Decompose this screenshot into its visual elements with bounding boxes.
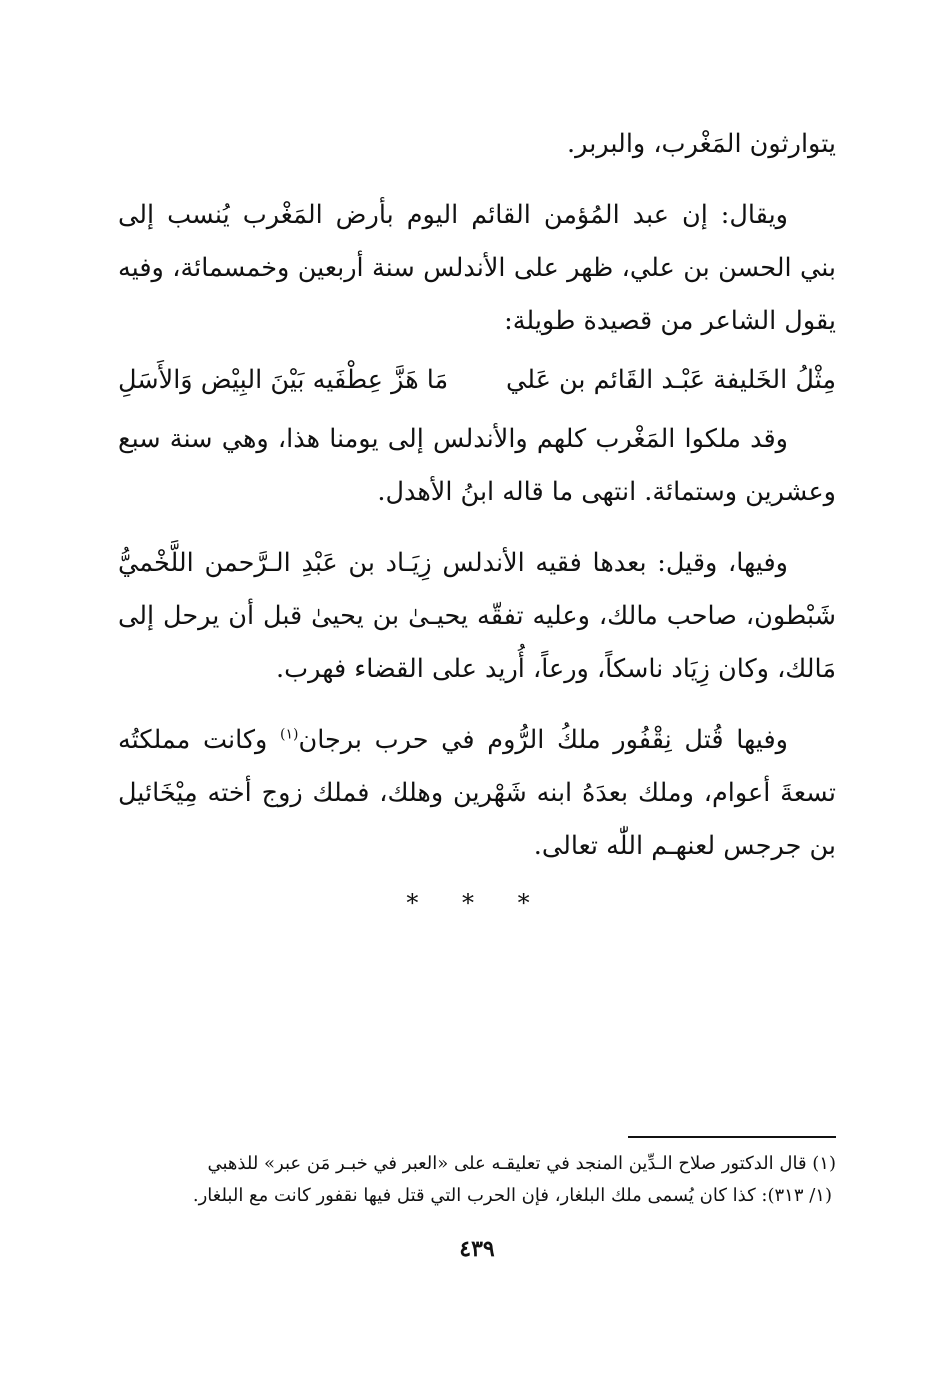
footnote-line-1: (١) قال الدكتور صلاح الـدِّين المنجد في تعليقـه على «العبر في خبـر مَن عبر» للذهبي: [207, 1153, 836, 1174]
paragraph-2: ويقال: إن عبد المُؤمن القائم اليوم بأرض المَغْرب يُنسب إلى بني الحسن بن علي، ظهر على الأندلس سنة أربعين وخمسمائة، وفيه يقول الشاعر من قصيدة طويلة:: [118, 200, 836, 336]
poetry-verse: [118, 354, 836, 407]
verse-hemistich-left: مَا هَزَّ عِطْفَيه بَيْنَ البِيْض وَالأَسَلِ: [118, 365, 449, 395]
paragraph-4: وفيها، وقيل: بعدها فقيه الأندلس زِيَـاد بن عَبْدِ الـرَّحمن اللَّخْميُّ شَبْطون، صاحب مالك، وعليه تفقّه يحيـىٰ بن يحيىٰ قبل أن يرحل إلى مَالك، وكان زِيَاد ناسكاً، ورعاً، أُريد على القضاء فهرب.: [118, 548, 836, 684]
paragraph-5-text-a: وفيها قُتل نِقْفُور ملكُ الرُّوم في حرب برجان: [298, 725, 788, 755]
paragraph-5-text-b: وكانت مملكتُه تسعةَ أعوام، وملك بعدَهُ ابنه شَهْرين وهلك، فملك زوج أخته مِيْخَائيل بن جرجس لعنهـم اللّٰه تعالى.: [118, 725, 836, 861]
page: [118, 118, 836, 1298]
section-divider-stars: * * *: [406, 889, 548, 917]
main-text: [118, 118, 836, 915]
footnote-line-2: (١/ ٣١٣): كذا كان يُسمى ملك البلغار، فإن الحرب التي قتل فيها نقفور كانت مع البلغار.: [192, 1185, 832, 1206]
paragraph-5: [118, 714, 836, 873]
footnotes: [118, 1148, 836, 1212]
paragraph-1: يتوارثون المَغْرب، والبربر.: [567, 129, 836, 159]
paragraph-3: وقد ملكوا المَغْرب كلهم والأندلس إلى يومنا هذا، وهي سنة سبع وعشرين وستمائة. انتهى ما قاله ابنُ الأهدل.: [118, 424, 836, 507]
footnote-separator: [628, 1136, 836, 1138]
footnote-marker: (١): [280, 726, 299, 743]
verse-hemistich-right: مِثْلُ الخَليفة عَبْـد القَائم بن عَلي: [506, 365, 836, 395]
page-number: ٤٣٩: [459, 1236, 495, 1262]
